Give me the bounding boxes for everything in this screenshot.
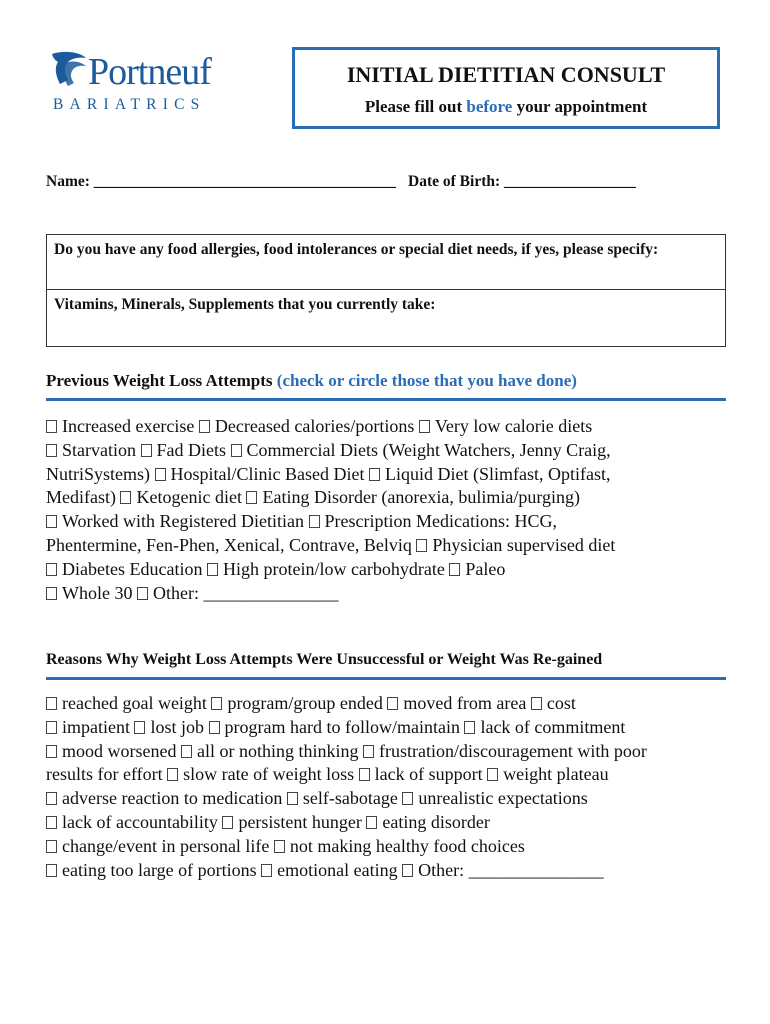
checkbox-option[interactable] xyxy=(419,416,592,436)
checkbox-option[interactable] xyxy=(387,693,530,713)
option-label: adverse reaction to medication xyxy=(62,788,287,809)
option-label: lack of support xyxy=(374,764,488,785)
option-line xyxy=(46,534,726,558)
previous-attempts-note: (check or circle those that you have done) xyxy=(276,371,577,390)
option-continuation xyxy=(46,464,155,484)
option-label: Medifast) xyxy=(46,487,121,508)
checkbox-icon[interactable] xyxy=(120,491,131,504)
questions-table xyxy=(46,234,726,347)
checkbox-icon[interactable] xyxy=(449,563,460,576)
checkbox-option[interactable] xyxy=(416,535,615,555)
checkbox-icon[interactable] xyxy=(402,792,413,805)
checkbox-option[interactable] xyxy=(211,693,387,713)
checkbox-option[interactable] xyxy=(309,511,557,531)
checkbox-option[interactable] xyxy=(181,741,363,761)
checkbox-option[interactable] xyxy=(46,836,274,856)
reasons-title: Reasons Why Weight Loss Attempts Were Unsuccessful or Weight Was Re-gained xyxy=(46,651,603,668)
option-continuation xyxy=(46,487,120,507)
option-label: Fad Diets xyxy=(156,439,231,460)
checkbox-option[interactable] xyxy=(261,860,402,880)
option-label: impatient xyxy=(62,716,135,737)
checkbox-icon[interactable] xyxy=(137,587,148,600)
option-line xyxy=(46,787,726,811)
title-box xyxy=(292,47,720,129)
option-label: results for effort xyxy=(46,764,168,785)
option-label: slow rate of weight loss xyxy=(183,764,359,785)
option-label: Diabetes Education xyxy=(62,558,207,579)
option-label: eating disorder xyxy=(382,811,490,832)
checkbox-icon[interactable] xyxy=(46,840,57,853)
checkbox-icon[interactable] xyxy=(46,816,57,829)
checkbox-option[interactable] xyxy=(531,693,576,713)
option-continuation xyxy=(46,764,167,784)
checkbox-icon[interactable] xyxy=(464,721,475,734)
checkbox-icon[interactable] xyxy=(402,864,413,877)
name-dob-row xyxy=(46,173,736,191)
checkbox-option[interactable] xyxy=(120,487,246,507)
option-label: Decreased calories/portions xyxy=(214,416,419,436)
checkbox-option[interactable] xyxy=(246,487,580,507)
logo-name: Portneuf xyxy=(88,51,211,93)
checkbox-icon[interactable] xyxy=(209,721,220,734)
option-label: Phentermine, Fen-Phen, Xenical, Contrave, Belviq xyxy=(46,534,417,555)
checkbox-icon[interactable] xyxy=(207,563,218,576)
option-label: reached goal weight xyxy=(62,693,212,713)
checkbox-icon[interactable] xyxy=(369,468,380,481)
checkbox-option[interactable] xyxy=(231,440,611,460)
checkbox-option[interactable] xyxy=(287,788,402,808)
checkbox-option[interactable] xyxy=(141,440,231,460)
checkbox-icon[interactable] xyxy=(46,721,57,734)
checkbox-icon[interactable] xyxy=(246,491,257,504)
checkbox-option[interactable] xyxy=(363,741,647,761)
option-label: not making healthy food choices xyxy=(289,835,525,856)
checkbox-icon[interactable] xyxy=(222,816,233,829)
portneuf-wave-logo-icon xyxy=(50,50,92,88)
checkbox-option[interactable] xyxy=(46,440,141,460)
option-label: Paleo xyxy=(465,558,506,579)
portneuf-bariatrics-logo xyxy=(50,48,240,118)
checkbox-icon[interactable] xyxy=(46,745,57,758)
option-line xyxy=(46,763,726,787)
checkbox-option[interactable] xyxy=(449,559,505,579)
allergies-question[interactable]: Do you have any food allergies, food intolerances or special diet needs, if yes, please specify: xyxy=(47,235,725,290)
checkbox-icon[interactable] xyxy=(46,864,57,877)
checkbox-option[interactable] xyxy=(155,464,369,484)
checkbox-option[interactable] xyxy=(402,788,587,808)
checkbox-option[interactable] xyxy=(46,717,134,737)
checkbox-icon[interactable] xyxy=(46,444,57,457)
checkbox-option[interactable] xyxy=(359,764,487,784)
option-label: lost job xyxy=(150,716,209,737)
option-label: Starvation xyxy=(62,439,141,460)
previous-attempts-heading: Previous Weight Loss Attempts xyxy=(46,371,277,390)
option-line xyxy=(46,740,726,764)
checkbox-option[interactable] xyxy=(402,860,603,880)
option-label: Other: _______________ xyxy=(152,582,339,603)
checkbox-icon[interactable] xyxy=(134,721,145,734)
checkbox-icon[interactable] xyxy=(141,444,152,457)
option-line xyxy=(46,716,726,740)
checkbox-option[interactable] xyxy=(46,511,309,531)
option-line xyxy=(46,439,726,463)
option-line xyxy=(46,835,726,859)
checkbox-option[interactable] xyxy=(46,812,222,832)
previous-attempts-options xyxy=(46,415,726,605)
option-label: Ketogenic diet xyxy=(136,487,247,508)
previous-attempts-title xyxy=(46,371,577,391)
subtitle-text-after: your appointment xyxy=(512,97,648,116)
checkbox-icon[interactable] xyxy=(231,444,242,457)
checkbox-icon[interactable] xyxy=(363,745,374,758)
option-label: persistent hunger xyxy=(238,811,367,832)
checkbox-option[interactable] xyxy=(207,559,449,579)
logo-subtitle: BARIATRICS xyxy=(53,96,206,113)
subtitle-emphasis: before xyxy=(466,97,513,116)
option-label: weight plateau xyxy=(503,764,609,785)
checkbox-icon[interactable] xyxy=(181,745,192,758)
option-label: Worked with Registered Dietitian xyxy=(62,511,309,532)
checkbox-option[interactable] xyxy=(46,559,207,579)
checkbox-icon[interactable] xyxy=(46,587,57,600)
checkbox-option[interactable] xyxy=(366,812,489,832)
option-label: Increased exercise xyxy=(62,416,199,436)
option-line xyxy=(46,558,726,582)
checkbox-icon[interactable] xyxy=(155,468,166,481)
option-label: cost xyxy=(546,693,576,713)
checkbox-option[interactable] xyxy=(137,583,338,603)
option-line xyxy=(46,582,726,606)
checkbox-icon[interactable] xyxy=(416,539,427,552)
checkbox-icon[interactable] xyxy=(419,420,430,433)
checkbox-option[interactable] xyxy=(222,812,366,832)
option-line xyxy=(46,859,726,883)
option-label: Physician supervised diet xyxy=(432,534,616,555)
checkbox-option[interactable] xyxy=(199,416,419,436)
option-line xyxy=(46,463,726,487)
option-line xyxy=(46,510,726,534)
option-label: eating too large of portions xyxy=(62,859,262,880)
checkbox-icon[interactable] xyxy=(366,816,377,829)
option-label: emotional eating xyxy=(277,859,403,880)
checkbox-option[interactable] xyxy=(46,693,211,713)
option-line xyxy=(46,692,726,716)
option-label: Whole 30 xyxy=(62,582,137,603)
option-label: moved from area xyxy=(403,693,531,713)
option-label: High protein/low carbohydrate xyxy=(222,558,450,579)
option-label: Liquid Diet (Slimfast, Optifast, xyxy=(385,463,611,484)
checkbox-option[interactable] xyxy=(487,764,608,784)
checkbox-icon[interactable] xyxy=(387,697,398,710)
checkbox-icon[interactable] xyxy=(46,792,57,805)
option-label: all or nothing thinking xyxy=(196,740,363,761)
checkbox-option[interactable] xyxy=(46,741,181,761)
checkbox-icon[interactable] xyxy=(211,697,222,710)
option-label: lack of accountability xyxy=(62,811,223,832)
option-label: unrealistic expectations xyxy=(418,788,588,809)
vitamins-question[interactable]: Vitamins, Minerals, Supplements that you currently take: xyxy=(54,296,436,313)
checkbox-option[interactable] xyxy=(369,464,610,484)
option-label: Very low calorie diets xyxy=(434,416,593,436)
name-field[interactable]: Name: _______________________________________ xyxy=(46,173,397,190)
option-line xyxy=(46,486,726,510)
option-label: Other: _______________ xyxy=(418,859,604,880)
checkbox-icon[interactable] xyxy=(487,768,498,781)
section-divider xyxy=(46,677,726,680)
checkbox-option[interactable] xyxy=(167,764,358,784)
checkbox-option[interactable] xyxy=(46,416,199,436)
page-subtitle xyxy=(295,96,717,118)
option-continuation xyxy=(46,535,416,555)
checkbox-icon[interactable] xyxy=(46,420,57,433)
page-title: INITIAL DIETITIAN CONSULT xyxy=(346,62,666,87)
checkbox-option[interactable] xyxy=(134,717,208,737)
checkbox-option[interactable] xyxy=(464,717,625,737)
option-label: lack of commitment xyxy=(480,716,626,737)
checkbox-icon[interactable] xyxy=(261,864,272,877)
checkbox-option[interactable] xyxy=(46,583,137,603)
option-line xyxy=(46,415,726,439)
checkbox-icon[interactable] xyxy=(531,697,542,710)
checkbox-option[interactable] xyxy=(46,860,261,880)
checkbox-option[interactable] xyxy=(46,788,287,808)
option-label: Commercial Diets (Weight Watchers, Jenny Craig, xyxy=(246,439,611,460)
checkbox-icon[interactable] xyxy=(46,563,57,576)
section-divider xyxy=(46,398,726,401)
option-label: Eating Disorder (anorexia, bulimia/purging) xyxy=(262,487,581,508)
subtitle-text-before: Please fill out xyxy=(364,97,467,116)
reasons-options xyxy=(46,692,726,882)
date-of-birth-field[interactable]: Date of Birth: _________________ xyxy=(408,173,636,190)
option-label: program/group ended xyxy=(227,693,388,713)
checkbox-icon[interactable] xyxy=(274,840,285,853)
checkbox-icon[interactable] xyxy=(199,420,210,433)
checkbox-option[interactable] xyxy=(209,717,465,737)
option-label: mood worsened xyxy=(62,740,181,761)
checkbox-icon[interactable] xyxy=(287,792,298,805)
checkbox-icon[interactable] xyxy=(46,515,57,528)
checkbox-icon[interactable] xyxy=(46,697,57,710)
option-label: NutriSystems) xyxy=(46,463,155,484)
option-label: program hard to follow/maintain xyxy=(224,716,465,737)
checkbox-icon[interactable] xyxy=(309,515,320,528)
option-label: self-sabotage xyxy=(302,788,403,809)
option-label: Prescription Medications: HCG, xyxy=(324,511,557,532)
checkbox-icon[interactable] xyxy=(359,768,370,781)
checkbox-icon[interactable] xyxy=(167,768,178,781)
option-label: frustration/discouragement with poor xyxy=(378,740,647,761)
option-line xyxy=(46,811,726,835)
option-label: Hospital/Clinic Based Diet xyxy=(170,463,369,484)
checkbox-option[interactable] xyxy=(274,836,525,856)
option-label: change/event in personal life xyxy=(62,835,274,856)
